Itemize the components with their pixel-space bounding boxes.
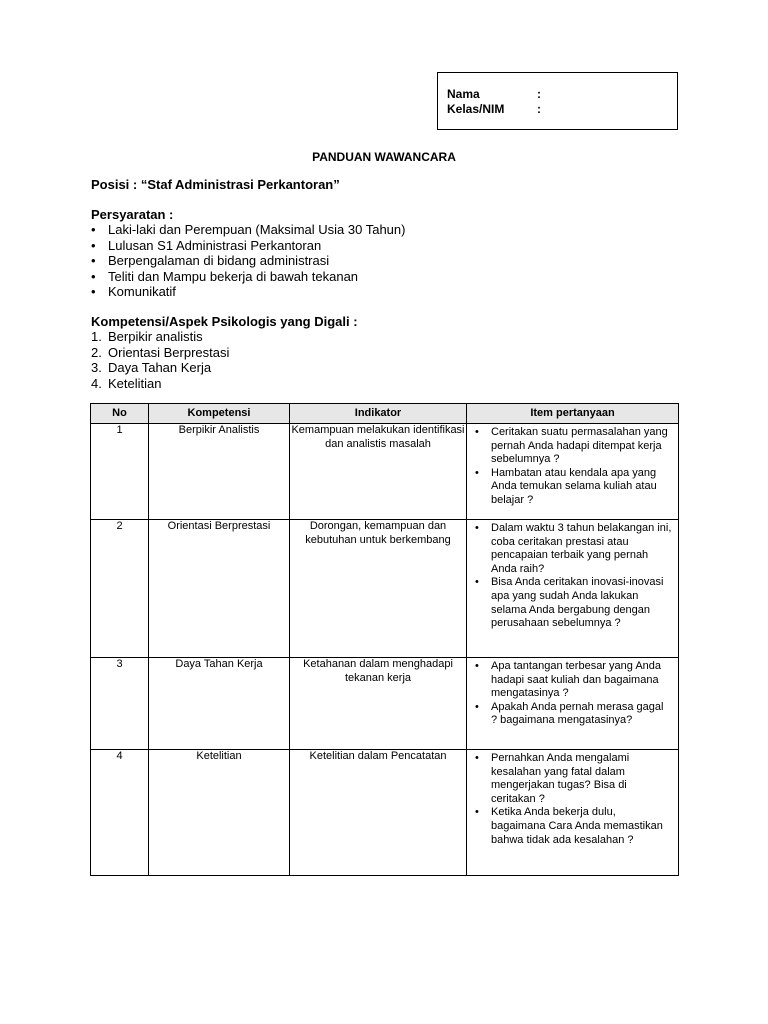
bullet-icon: • [91,284,96,300]
bullet-icon: • [91,268,96,284]
list-item-text: Teliti dan Mampu bekerja di bawah tekanan [108,268,359,284]
header-no: No [91,404,149,424]
nama-row [447,87,541,102]
table-row [91,658,679,750]
kelas-nim-colon: : [537,102,541,116]
list-item [91,269,691,284]
cell-no: 2 [91,520,149,658]
interview-table [90,403,679,876]
table-row [91,520,679,658]
posisi-line [91,177,691,192]
document-title: PANDUAN WAWANCARA [312,150,456,164]
table-header-row [91,404,679,424]
header-indikator: Indikator [290,404,467,424]
list-item [91,376,691,391]
kompetensi-heading: Kompetensi/Aspek Psikologis yang Digali : [91,314,358,329]
list-number: 1. [91,329,102,345]
question-item [467,576,672,630]
list-item [91,253,691,268]
list-item-text: Komunikatif [108,284,176,300]
kompetensi-list [91,329,691,391]
cell-questions [467,424,679,520]
nama-label: Nama [447,87,480,101]
cell-indikator: Ketahanan dalam menghadapi tekanan kerja [290,658,467,750]
cell-indikator: Dorongan, kemampuan dan kebutuhan untuk berkembang [290,520,467,658]
list-item [91,329,691,344]
list-item-text: Daya Tahan Kerja [108,360,212,376]
bullet-icon: • [475,700,479,713]
kelas-nim-label: Kelas/NIM [447,102,505,116]
question-item [467,660,672,701]
bullet-icon: • [475,752,479,764]
list-item [91,360,691,375]
list-number: 3. [91,360,102,376]
cell-questions [467,658,679,750]
bullet-icon: • [91,237,96,253]
list-item-text: Berpengalaman di bidang administrasi [108,253,330,269]
question-text: Bisa Anda ceritakan inovasi-inovasi apa yang sudah Anda lakukan selama Anda bergabung dengan perusahaan sebelumnya ? [491,576,664,630]
cell-kompetensi: Daya Tahan Kerja [149,658,290,750]
question-text: Ketika Anda bekerja dulu, bagaimana Cara Anda memastikan bahwa tidak ada kesalahan ? [491,806,663,846]
persyaratan-heading: Persyaratan : [91,207,174,222]
header-kompetensi: Kompetensi [149,404,290,424]
kelas-nim-row [447,102,541,117]
kompetensi-section [91,314,691,391]
bullet-icon: • [91,222,96,238]
list-item [91,238,691,253]
question-item [467,752,672,806]
cell-questions [467,520,679,658]
header-item-pertanyaan: Item pertanyaan [467,404,679,424]
bullet-icon: • [475,660,479,672]
persyaratan-section [91,207,691,299]
question-text: Hambatan atau kendala apa yang Anda temukan selama kuliah atau belajar ? [491,466,657,506]
question-item [467,426,672,467]
cell-indikator: Ketelitian dalam Pencatatan [290,750,467,876]
list-item-text: Berpikir analistis [108,329,203,345]
bullet-icon: • [91,253,96,269]
question-text: Apa tantangan terbesar yang Anda hadapi saat kuliah dan bagaimana mengatasinya ? [491,660,662,700]
list-number: 2. [91,344,102,360]
question-text: Dalam waktu 3 tahun belakangan ini, coba ceritakan prestasi atau pencapaian terbaik yang pernah Anda raih? [491,522,672,575]
persyaratan-list [91,222,691,299]
bullet-icon: • [475,522,479,534]
question-text: Apakah Anda pernah merasa gagal ? bagaimana mengatasinya? [491,700,664,727]
identity-box [437,72,678,130]
question-text: Ceritakan suatu permasalahan yang pernah Anda hadapi ditempat kerja sebelumnya ? [491,426,668,466]
cell-no: 1 [91,424,149,520]
cell-kompetensi: Ketelitian [149,750,290,876]
question-item [467,522,672,576]
bullet-icon: • [475,426,479,438]
cell-questions [467,750,679,876]
cell-no: 3 [91,658,149,750]
posisi-text: Posisi : “Staf Administrasi Perkantoran” [91,177,340,192]
bullet-icon: • [475,466,479,479]
nama-colon: : [537,87,541,101]
bullet-icon: • [475,576,479,589]
cell-kompetensi: Berpikir Analistis [149,424,290,520]
list-number: 4. [91,375,102,391]
table-row [91,424,679,520]
list-item-text: Lulusan S1 Administrasi Perkantoran [108,237,322,253]
question-item [467,806,672,847]
table-row [91,750,679,876]
list-item-text: Laki-laki dan Perempuan (Maksimal Usia 30 Tahun) [108,222,406,238]
list-item-text: Ketelitian [108,375,162,391]
list-item [91,222,691,237]
cell-indikator: Kemampuan melakukan identifikasi dan analistis masalah [290,424,467,520]
bullet-icon: • [475,806,479,819]
list-item [91,284,691,299]
list-item-text: Orientasi Berprestasi [108,344,230,360]
question-text: Pernahkan Anda mengalami kesalahan yang fatal dalam mengerjakan tugas? Bisa di ceritakan ? [491,752,630,805]
question-item [467,467,672,508]
list-item [91,345,691,360]
cell-kompetensi: Orientasi Berprestasi [149,520,290,658]
cell-no: 4 [91,750,149,876]
question-item [467,701,672,728]
